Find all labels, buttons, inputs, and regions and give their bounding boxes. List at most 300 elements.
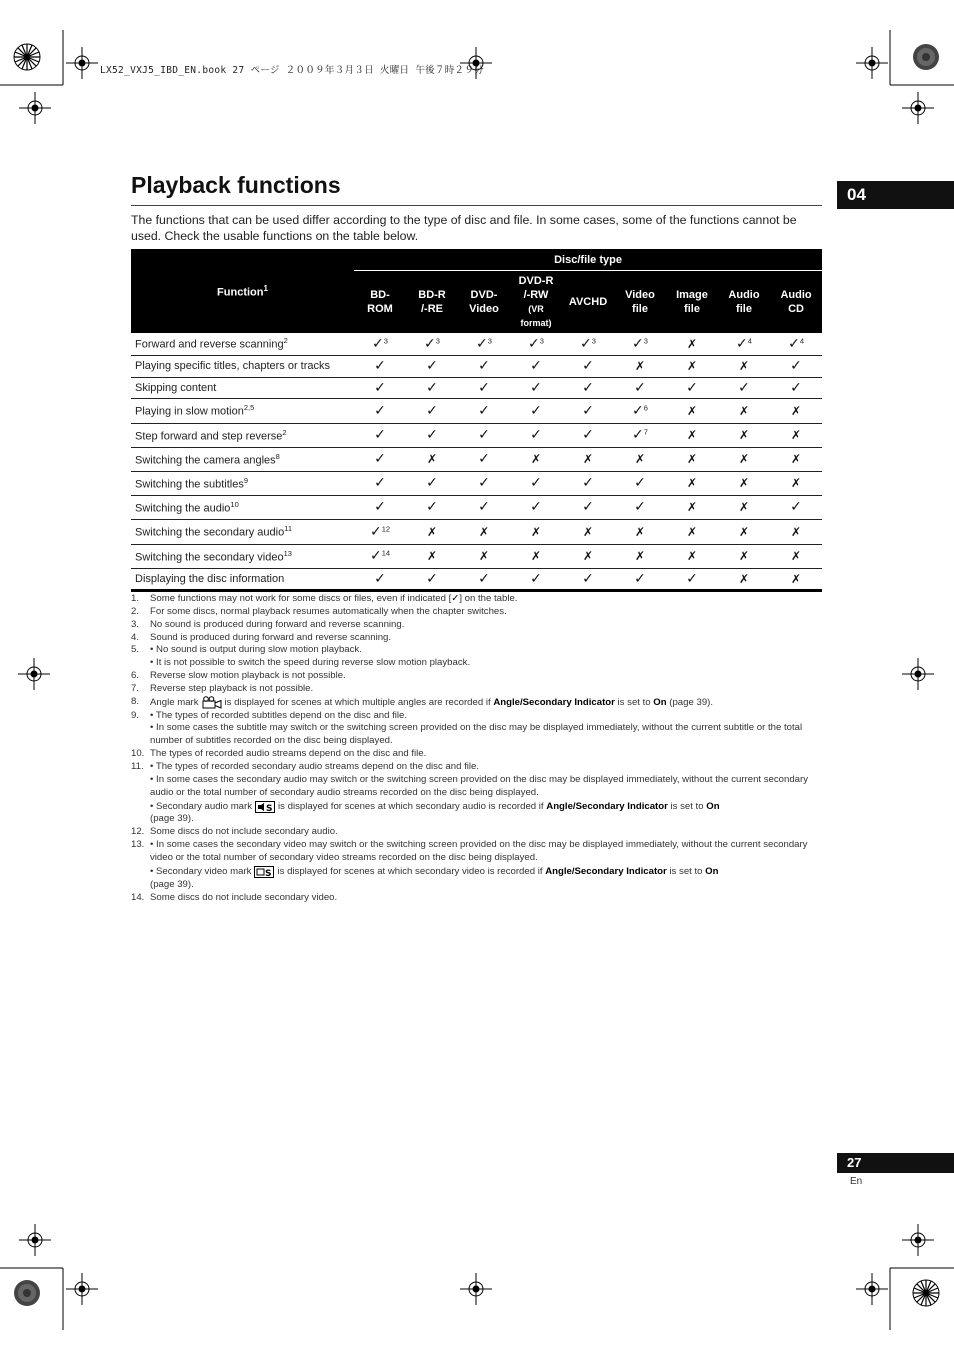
- cross-mark-icon: ✗: [686, 336, 698, 351]
- support-cell: [614, 377, 666, 398]
- support-cell: [406, 447, 458, 471]
- support-cell: [770, 447, 822, 471]
- cross-mark-icon: ✗: [686, 428, 698, 442]
- column-header-line: DVD-R: [518, 275, 554, 287]
- function-name: [131, 377, 354, 398]
- check-mark-icon: ✓: [426, 427, 438, 443]
- footnote-13: [131, 839, 822, 891]
- check-mark-icon: ✓: [686, 379, 698, 396]
- column-header-line: Video: [625, 289, 655, 301]
- footnote-ref: 4: [747, 336, 752, 346]
- check-mark-icon: ✓: [374, 427, 386, 443]
- chapter-tab: 04: [837, 181, 954, 209]
- cross-mark-icon: ✗: [738, 428, 750, 442]
- footnote-text-part: is set to: [670, 800, 704, 812]
- column-header-line: Image: [676, 289, 708, 301]
- check-mark-icon: ✓: [634, 379, 646, 396]
- footnote-ref: 11: [284, 524, 293, 534]
- support-cell: [614, 398, 666, 423]
- check-mark-icon: ✓: [478, 402, 490, 419]
- footnote-text: [150, 593, 822, 606]
- column-header-line: Audio: [728, 289, 760, 301]
- footnote-text-part: (page 39).: [669, 696, 714, 708]
- check-mark-icon: ✓: [369, 548, 382, 564]
- check-mark-icon: ✓: [426, 475, 438, 491]
- cross-mark-icon: ✗: [738, 476, 750, 490]
- support-cell: [718, 495, 770, 519]
- support-cell: [458, 355, 510, 377]
- support-cell: [770, 495, 822, 519]
- cross-mark-icon: ✗: [791, 476, 802, 490]
- check-mark-icon: ✓: [424, 335, 436, 352]
- cross-mark-icon: ✗: [738, 524, 750, 539]
- support-cell: [666, 377, 718, 398]
- support-cell: [718, 568, 770, 590]
- support-cell: [458, 519, 510, 544]
- support-cell: [614, 519, 666, 544]
- footnote-number: 14.: [131, 891, 145, 903]
- support-cell: [770, 519, 822, 544]
- language-code: En: [850, 1176, 863, 1187]
- column-header: [458, 271, 510, 334]
- footnote-4: [131, 632, 822, 645]
- support-cell: [406, 495, 458, 519]
- footnote-ref: 6: [643, 402, 648, 412]
- footnote-text: [150, 710, 822, 749]
- check-mark-icon: ✓: [374, 358, 386, 374]
- check-mark-icon: ✓: [738, 379, 750, 396]
- setting-name: Angle/Secondary Indicator: [546, 800, 668, 812]
- support-cell: [354, 471, 406, 495]
- footnote-number: 10.: [131, 748, 145, 760]
- cross-mark-icon: ✗: [738, 549, 750, 563]
- footnote-ref: 10: [230, 499, 239, 509]
- check-mark-icon: ✓: [374, 379, 386, 396]
- print-header: LX52_VXJ5_IBD_EN.book 27 ページ ２００９年３月３日 火曜日 午後７時２９分: [100, 65, 484, 76]
- footnote-7: [131, 683, 822, 696]
- support-cell: [718, 519, 770, 544]
- table-row: [131, 495, 822, 519]
- check-mark-icon: ✓: [632, 335, 644, 352]
- footnote-text: No sound is produced during forward and reverse scanning.: [150, 618, 405, 630]
- support-cell: [510, 355, 562, 377]
- footnote-text-part: Some functions may not work for some discs or files, even if indicated [: [150, 593, 452, 604]
- support-cell: [354, 544, 406, 568]
- support-cell: [510, 471, 562, 495]
- playback-functions-table: [131, 249, 822, 592]
- cross-mark-icon: ✗: [738, 359, 750, 373]
- footnote-text-part: is displayed for scenes at which secondary audio is recorded if: [278, 800, 544, 812]
- footnote-10: [131, 748, 822, 761]
- footnote-bullet: • It is not possible to switch the speed during reverse slow motion playback.: [150, 657, 471, 669]
- footnote-2: [131, 606, 822, 619]
- support-cell: [406, 519, 458, 544]
- support-cell: [770, 423, 822, 447]
- support-cell: [354, 495, 406, 519]
- support-cell: [770, 333, 822, 355]
- cross-mark-icon: ✗: [530, 549, 542, 563]
- footnote-8: [131, 696, 822, 710]
- support-cell: [562, 333, 614, 355]
- support-cell: [458, 333, 510, 355]
- cross-mark-icon: ✗: [426, 524, 438, 539]
- check-mark-icon: ✓: [528, 335, 540, 352]
- support-cell: [770, 355, 822, 377]
- support-cell: [406, 333, 458, 355]
- support-cell: [458, 568, 510, 590]
- table-row: [131, 544, 822, 568]
- check-mark-icon: ✓: [478, 570, 490, 587]
- support-cell: [562, 544, 614, 568]
- support-cell: [510, 333, 562, 355]
- support-cell: [562, 519, 614, 544]
- support-cell: [562, 447, 614, 471]
- support-cell: [666, 355, 718, 377]
- support-cell: [406, 544, 458, 568]
- cross-mark-icon: ✗: [426, 452, 438, 466]
- footnote-text-part: is displayed for scenes at which multiple angles are recorded if: [224, 696, 491, 708]
- check-mark-icon: ✓: [582, 379, 594, 396]
- support-cell: [354, 447, 406, 471]
- footnote-3: [131, 619, 822, 632]
- footnote-text: [150, 761, 822, 826]
- footnote-number: 2.: [131, 605, 140, 617]
- footnote-text-part: is set to: [669, 865, 703, 877]
- column-header-line: BD-R: [418, 289, 446, 301]
- function-name-text: Switching the secondary audio: [135, 526, 285, 539]
- column-header: [770, 271, 822, 334]
- check-mark-icon: ✓: [580, 335, 592, 352]
- setting-name: Angle/Secondary Indicator: [493, 696, 615, 708]
- footnote-text: The types of recorded audio streams depend on the disc and file.: [150, 748, 427, 760]
- table-row: [131, 519, 822, 544]
- footnote-ref: 12: [381, 523, 391, 533]
- setting-value: On: [653, 696, 667, 708]
- column-header: [406, 271, 458, 334]
- footnote-5: [131, 644, 822, 670]
- footnote-number: 7.: [131, 682, 140, 694]
- cross-mark-icon: ✗: [686, 359, 698, 373]
- function-name: [131, 423, 354, 447]
- support-cell: [666, 471, 718, 495]
- footnote-ref: 14: [381, 548, 391, 558]
- check-mark-icon: ✓: [634, 475, 646, 491]
- footnote-number: 6.: [131, 670, 140, 682]
- support-cell: [614, 495, 666, 519]
- footnote-bullet: • No sound is output during slow motion playback.: [150, 644, 362, 656]
- support-cell: [770, 568, 822, 590]
- footnote-ref: 3: [487, 336, 492, 346]
- support-cell: [562, 423, 614, 447]
- function-name-text: Playing specific titles, chapters or tracks: [135, 360, 331, 372]
- secondary-audio-icon: [255, 800, 275, 813]
- support-cell: [718, 447, 770, 471]
- footnote-text-part: is displayed for scenes at which secondary video is recorded if: [277, 865, 543, 877]
- cross-mark-icon: ✗: [738, 403, 750, 418]
- check-mark-icon: ✓: [426, 402, 438, 419]
- support-cell: [354, 423, 406, 447]
- check-mark-icon: ✓: [582, 358, 594, 374]
- check-mark-icon: ✓: [374, 451, 386, 467]
- footnote-number: 5.: [131, 644, 140, 656]
- column-header-line: ROM: [367, 303, 393, 315]
- column-header: [614, 271, 666, 334]
- check-mark-icon: ✓: [369, 523, 382, 540]
- function-name-text: Switching the subtitles: [135, 478, 244, 491]
- page-number: 27: [837, 1153, 954, 1173]
- support-cell: [406, 377, 458, 398]
- footnote-11: [131, 761, 822, 826]
- cross-mark-icon: ✗: [686, 452, 698, 466]
- table-row: [131, 447, 822, 471]
- support-cell: [770, 377, 822, 398]
- check-mark-icon: ✓: [478, 358, 490, 374]
- footnote-number: 4.: [131, 631, 140, 643]
- column-header-line: AVCHD: [568, 296, 608, 308]
- support-cell: [406, 398, 458, 423]
- support-cell: [666, 568, 718, 590]
- support-cell: [666, 544, 718, 568]
- support-cell: [718, 423, 770, 447]
- footnote-bullet: • In some cases the subtitle may switch or the switching screen provided on the disc may be displayed immediately, without the current subtitle or the total number of subtitles recorded on the disc being displayed.: [150, 722, 803, 747]
- footnote-text: Some discs do not include secondary audio.: [150, 826, 338, 838]
- footnote-14: [131, 892, 822, 905]
- check-mark-icon: ✓: [530, 499, 542, 515]
- footnote-text-part: ] on the table.: [459, 593, 518, 604]
- support-cell: [458, 447, 510, 471]
- support-cell: [614, 471, 666, 495]
- check-mark-icon: ✓: [426, 570, 438, 587]
- table-row: [131, 377, 822, 398]
- footnote-number: 8.: [131, 695, 140, 707]
- check-mark-icon: ✓: [632, 402, 644, 419]
- footnote-6: [131, 670, 822, 683]
- footnote-ref: 2,5: [243, 403, 255, 413]
- cross-mark-icon: ✗: [686, 403, 698, 418]
- cross-mark-icon: ✗: [478, 524, 490, 539]
- support-cell: [406, 568, 458, 590]
- support-cell: [614, 333, 666, 355]
- cross-mark-icon: ✗: [686, 500, 698, 514]
- function-header-footnote: 1: [263, 284, 268, 294]
- function-name-text: Playing in slow motion: [135, 405, 244, 418]
- table-row: [131, 333, 822, 355]
- support-cell: [666, 519, 718, 544]
- check-mark-icon: ✓: [582, 427, 594, 443]
- check-mark-icon: ✓: [426, 379, 438, 396]
- footnote-12: [131, 826, 822, 839]
- support-cell: [666, 398, 718, 423]
- column-header: [354, 271, 406, 334]
- column-header: [666, 271, 718, 334]
- table-row: [131, 471, 822, 495]
- support-cell: [354, 398, 406, 423]
- column-header: [562, 271, 614, 334]
- footnote-text: [150, 696, 822, 710]
- table-row: [131, 398, 822, 423]
- function-name: [131, 333, 354, 355]
- table-row: [131, 355, 822, 377]
- footnote-text-part: is set to: [617, 696, 651, 708]
- cross-mark-icon: ✗: [791, 452, 802, 466]
- cross-mark-icon: ✗: [426, 549, 438, 563]
- support-cell: [510, 377, 562, 398]
- cross-mark-icon: ✗: [738, 452, 750, 466]
- support-cell: [458, 398, 510, 423]
- check-mark-icon: ✓: [736, 335, 748, 352]
- setting-value: On: [705, 865, 719, 877]
- footnote-ref: 2: [283, 336, 288, 346]
- footnote-text: Some discs do not include secondary video.: [150, 891, 338, 903]
- cross-mark-icon: ✗: [582, 452, 594, 466]
- footnote-ref: 7: [643, 427, 648, 437]
- function-name: [131, 544, 354, 568]
- check-mark-icon: ✓: [582, 499, 594, 515]
- check-mark-icon: ✓: [530, 358, 542, 374]
- support-cell: [718, 333, 770, 355]
- function-name: [131, 568, 354, 590]
- support-cell: [510, 519, 562, 544]
- cross-mark-icon: ✗: [791, 549, 802, 563]
- cross-mark-icon: ✗: [634, 524, 646, 539]
- check-mark-icon: ✓: [530, 570, 542, 587]
- support-cell: [718, 544, 770, 568]
- footnote-ref: 3: [643, 336, 648, 346]
- footnote-ref: 3: [435, 336, 440, 346]
- svg-text:S: S: [265, 868, 272, 878]
- footnote-1: [131, 593, 822, 606]
- check-mark-icon: ✓: [476, 335, 488, 352]
- function-name: [131, 447, 354, 471]
- function-name-text: Forward and reverse scanning: [135, 339, 284, 352]
- table-row: [131, 423, 822, 447]
- column-header-line: file: [684, 303, 700, 315]
- check-mark-icon: ✓: [530, 475, 542, 491]
- support-cell: [354, 377, 406, 398]
- footnote-ref: 13: [283, 548, 292, 558]
- support-cell: [562, 495, 614, 519]
- footnote-text: Sound is produced during forward and reverse scanning.: [150, 631, 392, 643]
- footnote-number: 12.: [131, 826, 145, 838]
- column-header-line: CD: [788, 303, 804, 315]
- check-mark-icon: ✓: [634, 499, 646, 515]
- cross-mark-icon: ✗: [530, 452, 542, 466]
- cross-mark-icon: ✗: [791, 571, 802, 586]
- check-mark-icon: ✓: [374, 402, 386, 419]
- check-mark-icon: ✓: [374, 570, 386, 587]
- support-cell: [562, 471, 614, 495]
- support-cell: [666, 495, 718, 519]
- check-mark-icon: ✓: [790, 499, 802, 515]
- support-cell: [718, 471, 770, 495]
- footnote-number: 3.: [131, 618, 140, 630]
- support-cell: [510, 568, 562, 590]
- column-header: [510, 271, 562, 334]
- support-cell: [666, 333, 718, 355]
- support-cell: [770, 398, 822, 423]
- support-cell: [354, 519, 406, 544]
- column-header-line: file: [736, 303, 752, 315]
- support-cell: [614, 568, 666, 590]
- function-header-label: Function: [217, 286, 264, 299]
- function-name-text: Switching the camera angles: [135, 454, 276, 467]
- support-cell: [354, 333, 406, 355]
- cross-mark-icon: ✗: [738, 500, 750, 514]
- support-cell: [718, 377, 770, 398]
- support-cell: [718, 398, 770, 423]
- footnote-bullet: • The types of recorded secondary audio streams depend on the disc and file.: [150, 761, 480, 772]
- support-cell: [666, 447, 718, 471]
- column-header: [718, 271, 770, 334]
- function-name-text: Switching the audio: [135, 502, 231, 515]
- check-mark-icon: ✓: [686, 570, 698, 587]
- cross-mark-icon: ✗: [686, 524, 698, 539]
- support-cell: [614, 544, 666, 568]
- footnote-bullet: • Secondary audio mark: [150, 800, 253, 812]
- check-mark-icon: ✓: [478, 499, 490, 515]
- column-header-line: Audio: [780, 289, 812, 301]
- disc-type-group-header: Disc/file type: [354, 249, 822, 271]
- cross-mark-icon: ✗: [634, 549, 646, 563]
- footnote-bullet: • In some cases the secondary video may switch or the switching screen provided on the disc may be displayed immediately, without the current secondary video or the total number of secondary video streams recorded on the disc being displayed.: [150, 839, 808, 863]
- check-mark-icon: ✓: [478, 427, 490, 443]
- footnote-9: [131, 710, 822, 749]
- support-cell: [614, 447, 666, 471]
- footnote-number: 1.: [131, 593, 140, 604]
- support-cell: [406, 471, 458, 495]
- support-cell: [406, 423, 458, 447]
- cross-mark-icon: ✗: [582, 549, 594, 563]
- intro-paragraph: The functions that can be used differ according to the type of disc and file. In some cases, some of the functions cannot be used. Check the usable functions on the table below.: [131, 213, 797, 243]
- support-cell: [510, 495, 562, 519]
- footnote-text-part: Angle mark: [150, 696, 199, 708]
- column-header-line: file: [632, 303, 648, 315]
- footnote-bullet: • In some cases the secondary audio may switch or the switching screen provided on the disc may be displayed immediately, without the current secondary audio or the total number of secondary audio streams recorded on the disc being displayed.: [150, 773, 809, 798]
- column-header-line: BD-: [370, 289, 390, 301]
- check-mark-icon: ✓: [426, 358, 438, 374]
- column-header-line: DVD-: [470, 289, 498, 301]
- setting-value: On: [706, 800, 720, 812]
- check-mark-icon: ✓: [451, 593, 460, 604]
- check-mark-icon: ✓: [634, 570, 646, 587]
- support-cell: [510, 544, 562, 568]
- footnote-ref: 3: [383, 336, 388, 346]
- support-cell: [614, 355, 666, 377]
- support-cell: [562, 377, 614, 398]
- page-title: Playback functions: [131, 172, 341, 198]
- table-row: [131, 568, 822, 590]
- support-cell: [406, 355, 458, 377]
- cross-mark-icon: ✗: [634, 359, 646, 373]
- footnote-text: Reverse slow motion playback is not possible.: [150, 670, 346, 682]
- function-name-text: Displaying the disc information: [135, 572, 285, 585]
- check-mark-icon: ✓: [790, 379, 802, 396]
- support-cell: [510, 447, 562, 471]
- function-name-text: Switching the secondary video: [135, 551, 284, 564]
- check-mark-icon: ✓: [372, 335, 384, 352]
- support-cell: [614, 423, 666, 447]
- footnote-number: 11.: [131, 761, 144, 772]
- footnote-text-part: (page 39).: [150, 878, 194, 890]
- check-mark-icon: ✓: [530, 402, 542, 419]
- check-mark-icon: ✓: [632, 427, 644, 443]
- footnote-text: [150, 839, 822, 891]
- footnote-number: 9.: [131, 709, 140, 721]
- check-mark-icon: ✓: [582, 570, 594, 587]
- check-mark-icon: ✓: [374, 475, 386, 491]
- check-mark-icon: ✓: [426, 499, 438, 515]
- column-header-line: /-RW: [523, 289, 549, 301]
